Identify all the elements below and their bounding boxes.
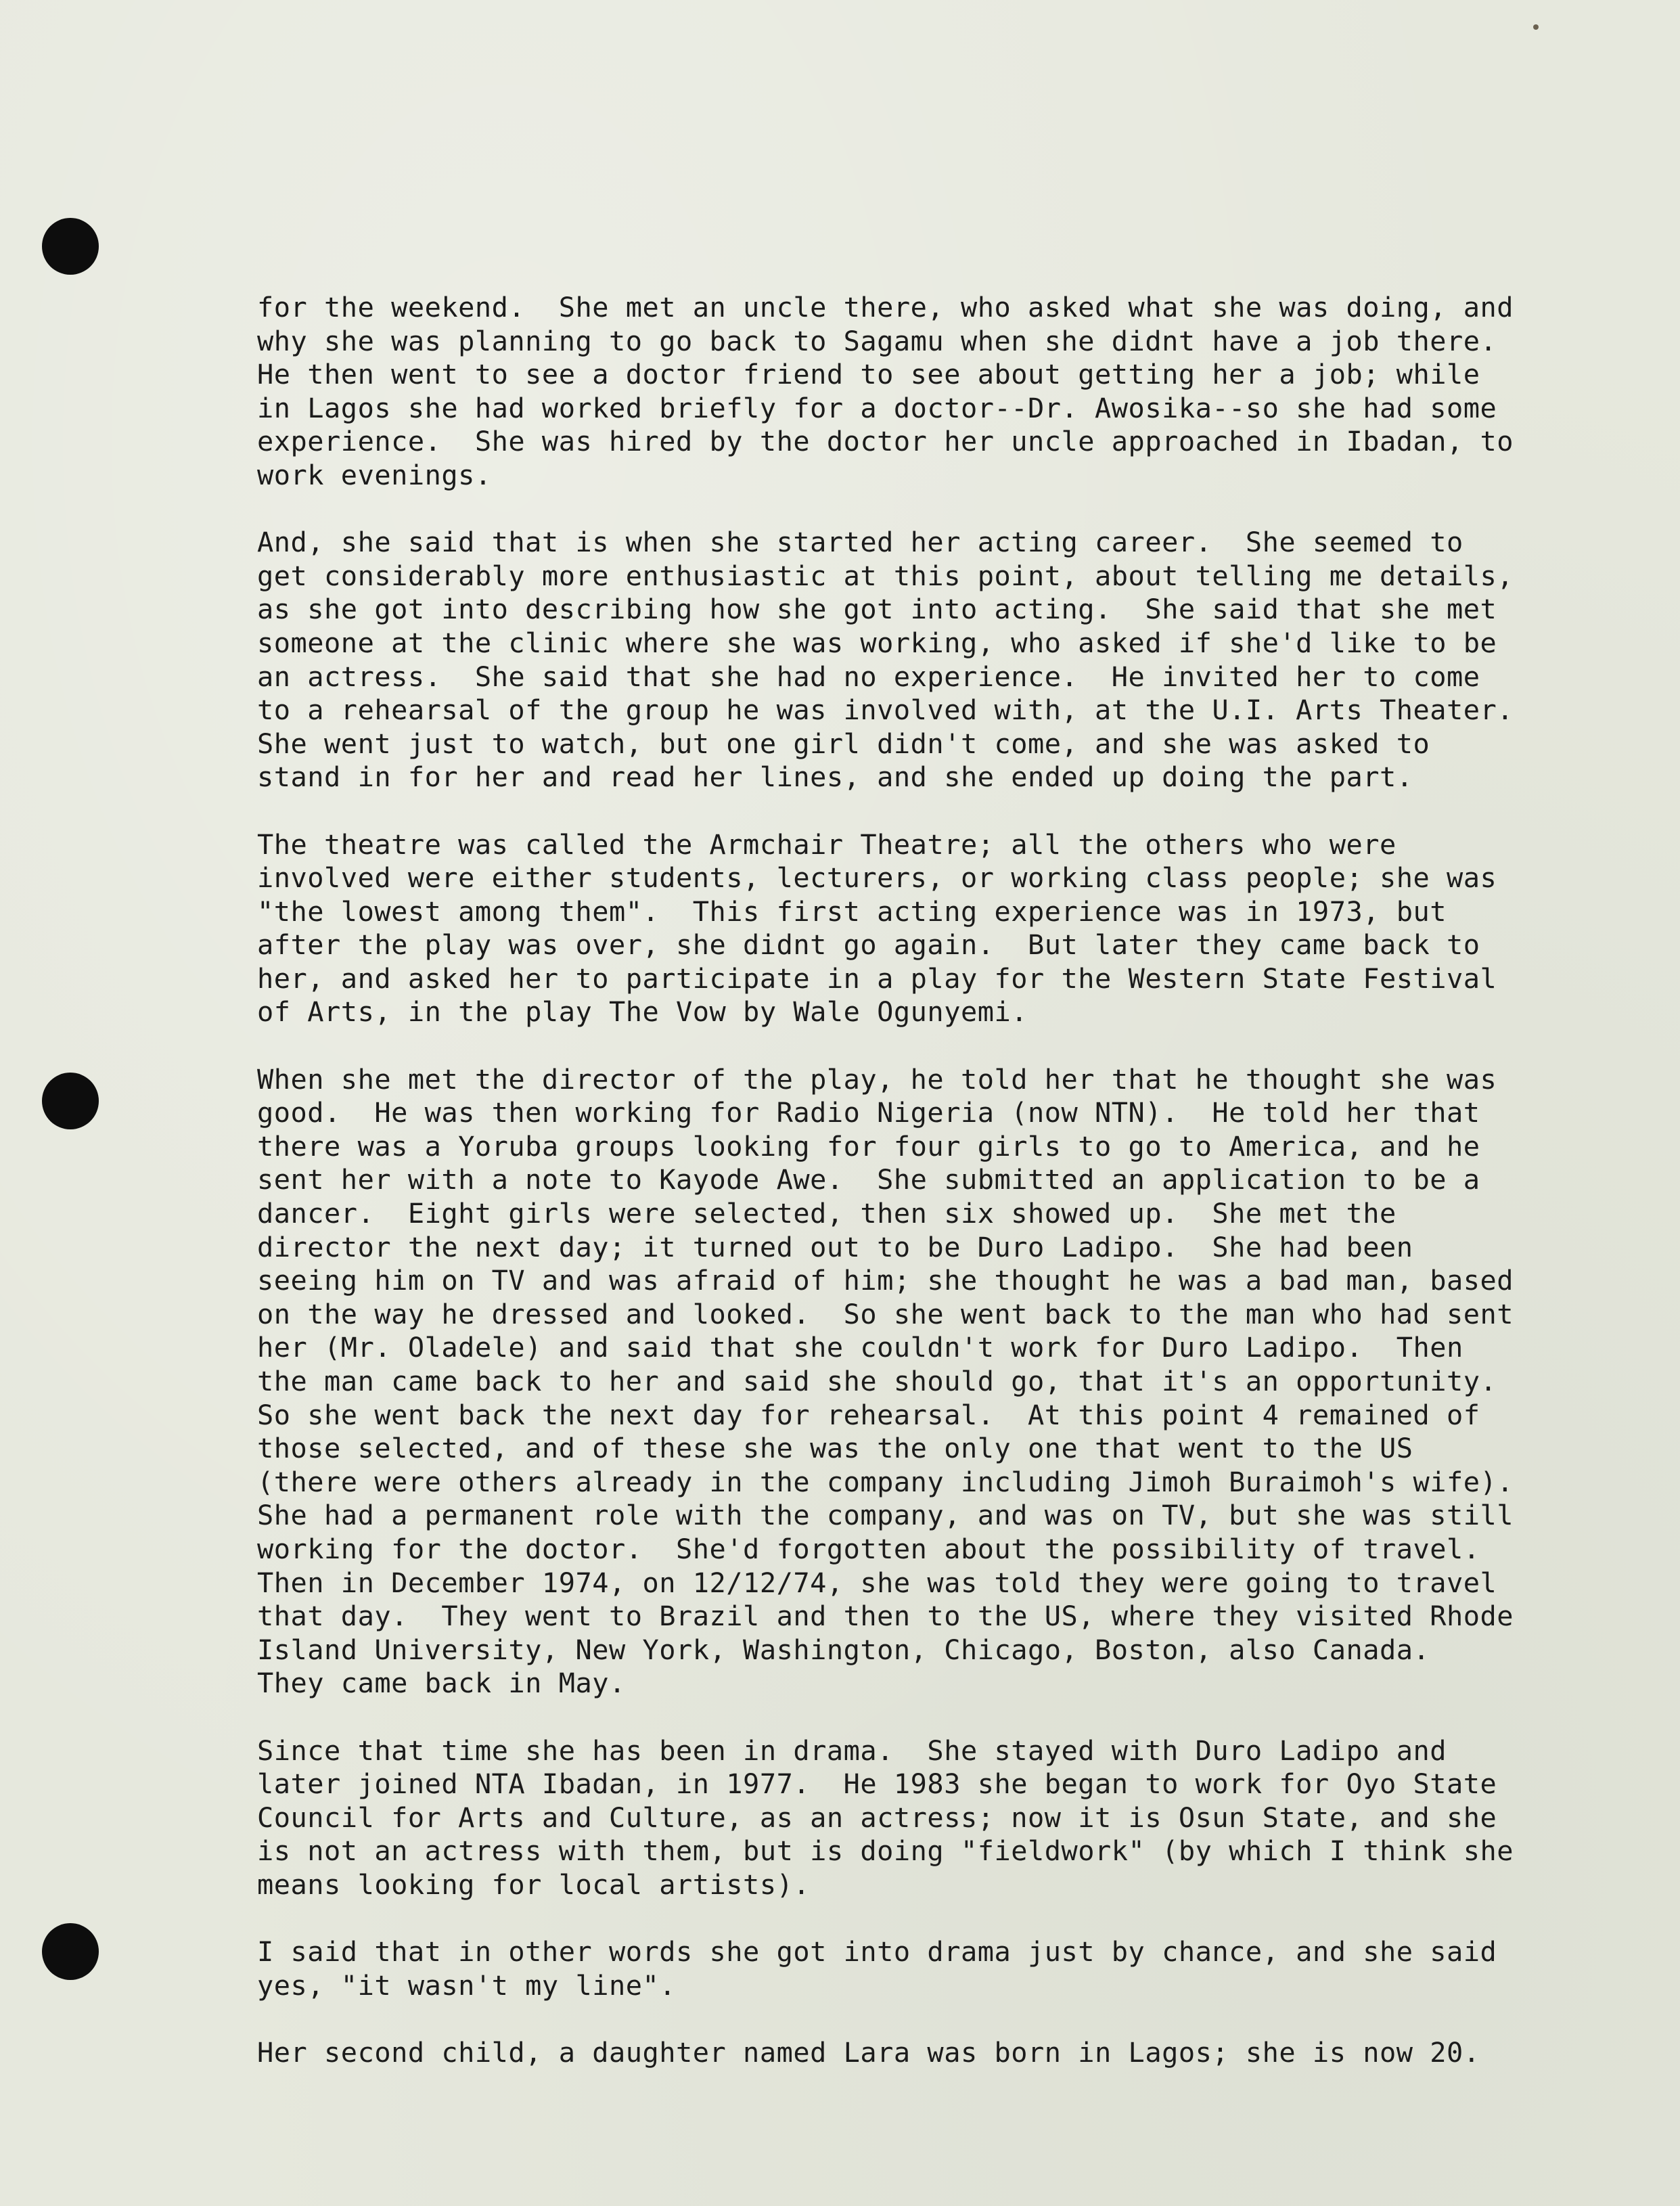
binder-hole-top: [42, 218, 99, 275]
paragraph-acting-career: And, she said that is when she started her acting career. She seemed to get considerably more enthusiastic at this point, about telling me details, as she got into describing how she got into acting. She said that she met someone at the clinic where she was working, who asked if she'd like to be an actress. She said that she had no experience. He invited her to come to a rehearsal of the group he was involved with, at the U.I. Arts Theater. She went just to watch, but one girl didn't come, and she was asked to stand in for her and read her lines, and she ended up doing the part.: [257, 526, 1514, 794]
paragraph-second-child: Her second child, a daughter named Lara was born in Lagos; she is now 20.: [257, 2036, 1480, 2069]
paragraph-armchair-theatre: The theatre was called the Armchair Theatre; all the others who were involved were either students, lecturers, or working class people; she was "the lowest among them". This first acting experience was in 1973, but after the play was over, she didnt go again. But later they came back to her, and asked her to participate in a play for the Western State Festival of Arts, in the play The Vow by Wale Ogunyemi.: [257, 828, 1497, 1029]
document-body: [257, 291, 1516, 2103]
paragraph-uncle-doctor: for the weekend. She met an uncle there, who asked what she was doing, and why she was planning to go back to Sagamu when she didnt have a job there. He then went to see a doctor friend to see about getting her a job; while in Lagos she had worked briefly for a doctor--Dr. Awosika--so she had some experience. She was hired by the doctor her uncle approached in Ibadan, to work evenings.: [257, 292, 1514, 491]
binder-hole-middle: [42, 1073, 99, 1129]
binder-hole-bottom: [42, 1923, 99, 1980]
paragraph-drama-career: Since that time she has been in drama. She stayed with Duro Ladipo and later joined NTA Ibadan, in 1977. He 1983 she began to work for Oyo State Council for Arts and Culture, as an actress; now it is Osun State, and she is not an actress with them, but is doing "fieldwork" (by which I think she means looking for local artists).: [257, 1734, 1514, 1901]
paragraph-by-chance: I said that in other words she got into drama just by chance, and she said yes, "it wasn't my line".: [257, 1936, 1497, 2002]
paper-speck: [1533, 24, 1539, 30]
paragraph-duro-ladipo: When she met the director of the play, he told her that he thought she was good. He was then working for Radio Nigeria (now NTN). He told her that there was a Yoruba groups looking for four girls to go to America, and he sent her with a note to Kayode Awe. She submitted an application to be a dancer. Eight girls were selected, then six showed up. She met the director the next day; it turned out to be Duro Ladipo. She had been seeing him on TV and was afraid of him; she thought he was a bad man, based on the way he dressed and looked. So she went back to the man who had sent her (Mr. Oladele) and said that she couldn't work for Duro Ladipo. Then the man came back to her and said she should go, that it's an opportunity. So she went back the next day for rehearsal. At this point 4 remained of those selected, and of these she was the only one that went to the US (there were others already in the company including Jimoh Buraimoh's wife). She had a permanent role with the company, and was on TV, but she was still working for the doctor. She'd forgotten about the possibility of travel. Then in December 1974, on 12/12/74, she was told they were going to travel that day. They went to Brazil and then to the US, where they visited Rhode Island University, New York, Washington, Chicago, Boston, also Canada. They came back in May.: [257, 1063, 1514, 1700]
